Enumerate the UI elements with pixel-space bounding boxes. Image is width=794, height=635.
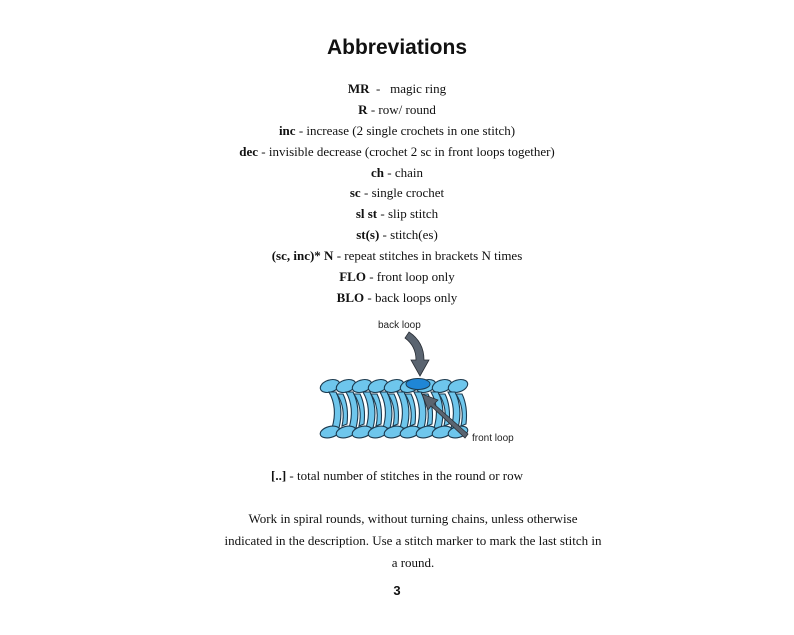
abbreviation-separator: - xyxy=(369,81,391,96)
abbreviation-term: dec xyxy=(239,143,259,159)
abbreviation-item xyxy=(0,267,794,288)
abbreviation-term: (sc, inc)* N xyxy=(271,248,334,264)
abbreviation-separator: - xyxy=(367,101,379,117)
back-loop-label: back loop xyxy=(378,320,421,331)
abbreviation-item xyxy=(0,142,794,163)
abbreviation-term: st(s) xyxy=(356,227,380,243)
abbreviation-separator: - xyxy=(295,122,307,138)
abbreviation-definition: slip stitch xyxy=(387,206,439,222)
front-loop-label: front loop xyxy=(472,433,514,444)
abbreviation-item xyxy=(0,163,794,184)
abbreviation-definition: back loops only xyxy=(374,289,458,305)
abbreviation-separator: - xyxy=(379,227,391,243)
abbreviation-definition: increase (2 single crochets in one stitch) xyxy=(306,122,516,138)
abbreviation-definition: repeat stitches in brackets N times xyxy=(344,248,523,264)
abbreviation-item xyxy=(0,288,794,309)
abbreviation-definition: invisible decrease (crochet 2 sc in front loops together) xyxy=(268,143,555,159)
abbreviation-item xyxy=(0,79,794,100)
abbreviation-item xyxy=(0,183,794,204)
abbreviation-item xyxy=(0,225,794,246)
abbreviation-separator: - xyxy=(364,289,375,305)
abbreviation-term: ch xyxy=(371,164,384,180)
crochet-stitch-illustration xyxy=(312,316,532,456)
abbreviation-item xyxy=(0,100,794,121)
abbreviation-separator: - xyxy=(258,143,269,159)
note-line: a round. xyxy=(391,555,435,570)
abbreviation-definition: single crochet xyxy=(371,185,445,201)
abbreviation-separator: - xyxy=(377,206,388,222)
abbreviation-separator: - xyxy=(365,269,377,285)
abbreviation-item xyxy=(0,121,794,142)
abbreviation-term: MR xyxy=(347,81,370,96)
abbreviation-term: BLO xyxy=(336,289,365,305)
abbreviation-item xyxy=(0,204,794,225)
back-loop-arrow-icon xyxy=(405,332,429,376)
abbreviation-separator: - xyxy=(333,248,345,264)
abbreviation-term: inc xyxy=(278,122,296,138)
abbreviation-definition: magic ring xyxy=(390,81,447,96)
stitch-count-legend xyxy=(0,468,794,484)
abbreviation-term: R xyxy=(358,101,368,117)
legend-definition: - total number of stitches in the round or row xyxy=(286,468,523,483)
abbreviation-definition: stitch(es) xyxy=(390,227,438,243)
legend-term: [..] xyxy=(270,468,287,483)
stitch-fabric xyxy=(319,377,470,440)
abbreviation-item xyxy=(0,246,794,267)
abbreviation-term: FLO xyxy=(339,269,366,285)
page-number: 3 xyxy=(393,583,401,598)
abbreviation-separator: - xyxy=(384,164,395,180)
back-loop-highlight xyxy=(406,379,430,390)
abbreviation-term: sc xyxy=(349,185,361,201)
note-line: indicated in the description. Use a stitch marker to mark the last stitch in xyxy=(224,533,602,548)
abbreviation-separator: - xyxy=(360,185,372,201)
abbreviation-definition: row/ round xyxy=(378,101,436,117)
note-line: Work in spiral rounds, without turning chains, unless otherwise xyxy=(248,511,578,526)
page-title: Abbreviations xyxy=(326,36,468,59)
abbreviation-definition: chain xyxy=(394,164,423,180)
abbreviation-definition: front loop only xyxy=(376,269,455,285)
crochet-loop-diagram xyxy=(312,316,532,456)
instructions-note xyxy=(217,508,609,574)
abbreviation-list xyxy=(0,79,794,309)
abbreviation-term: sl st xyxy=(355,206,378,222)
